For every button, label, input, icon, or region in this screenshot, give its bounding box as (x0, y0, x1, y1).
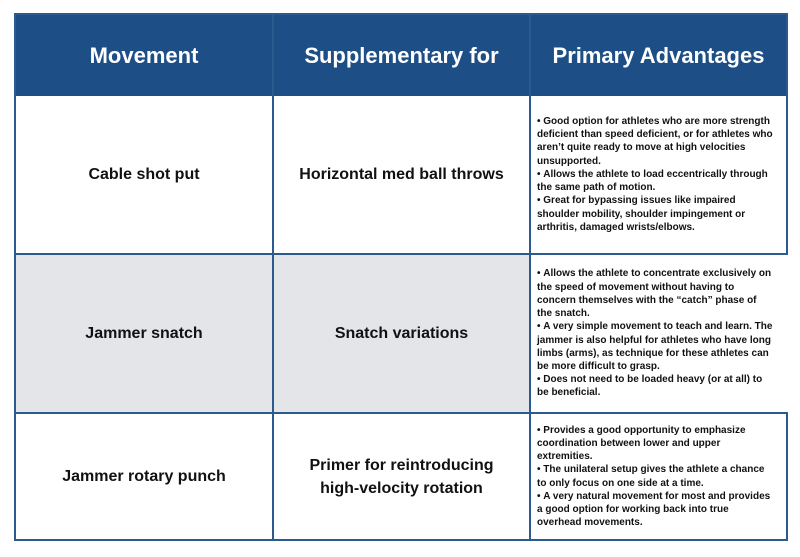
header-supplementary-for: Supplementary for (274, 15, 529, 96)
table-row (16, 414, 786, 539)
advantages-list (537, 267, 774, 399)
advantage-item: • Good option for athletes who are more strength deficient than speed deficient, or for athletes who aren’t quite ready to move at high velocities unsupported. (537, 115, 774, 168)
table-row (16, 96, 786, 253)
table-row (16, 255, 786, 412)
row-divider (16, 412, 786, 414)
header-primary-advantages: Primary Advantages (531, 15, 786, 96)
advantages-cell (531, 414, 788, 539)
advantages-cell (531, 255, 788, 412)
header-movement: Movement (16, 15, 272, 96)
row-divider (16, 253, 786, 255)
advantage-item: • Great for bypassing issues like impaired shoulder mobility, shoulder impingement or arthritis, damaged wrists/elbows. (537, 194, 774, 234)
advantage-item: • Allows the athlete to load eccentrically through the same path of motion. (537, 168, 774, 194)
advantage-item: • Provides a good opportunity to emphasize coordination between lower and upper extremities. (537, 424, 774, 464)
supplementary-cell: Snatch variations (334, 325, 469, 342)
comparison-table (14, 13, 788, 541)
advantage-item: • A very simple movement to teach and learn. The jammer is also helpful for athletes who have long limbs (arms), as technique for these athletes can be more difficult to grasp. (537, 320, 774, 373)
movement-cell: Jammer snatch (85, 324, 203, 342)
column-divider (529, 15, 531, 539)
advantage-item: • The unilateral setup gives the athlete a chance to only focus on one side at a time. (537, 463, 774, 489)
movement-cell: Cable shot put (88, 165, 200, 183)
advantage-item: • A very natural movement for most and provides a good option for working back into true overhead movements. (537, 490, 774, 530)
movement-cell: Jammer rotary punch (62, 467, 226, 485)
advantages-cell (531, 96, 788, 253)
advantages-list (537, 115, 774, 234)
supplementary-cell: Horizontal med ball throws (299, 166, 504, 183)
advantage-item: • Does not need to be loaded heavy (or at all) to be beneficial. (537, 373, 774, 399)
column-divider (272, 15, 274, 539)
advantage-item: • Allows the athlete to concentrate exclusively on the speed of movement without having to concern themselves with the “catch” phase of the snatch. (537, 267, 774, 320)
advantages-list (537, 424, 774, 530)
supplementary-cell: Primer for reintroducing high-velocity rotation (309, 456, 494, 497)
